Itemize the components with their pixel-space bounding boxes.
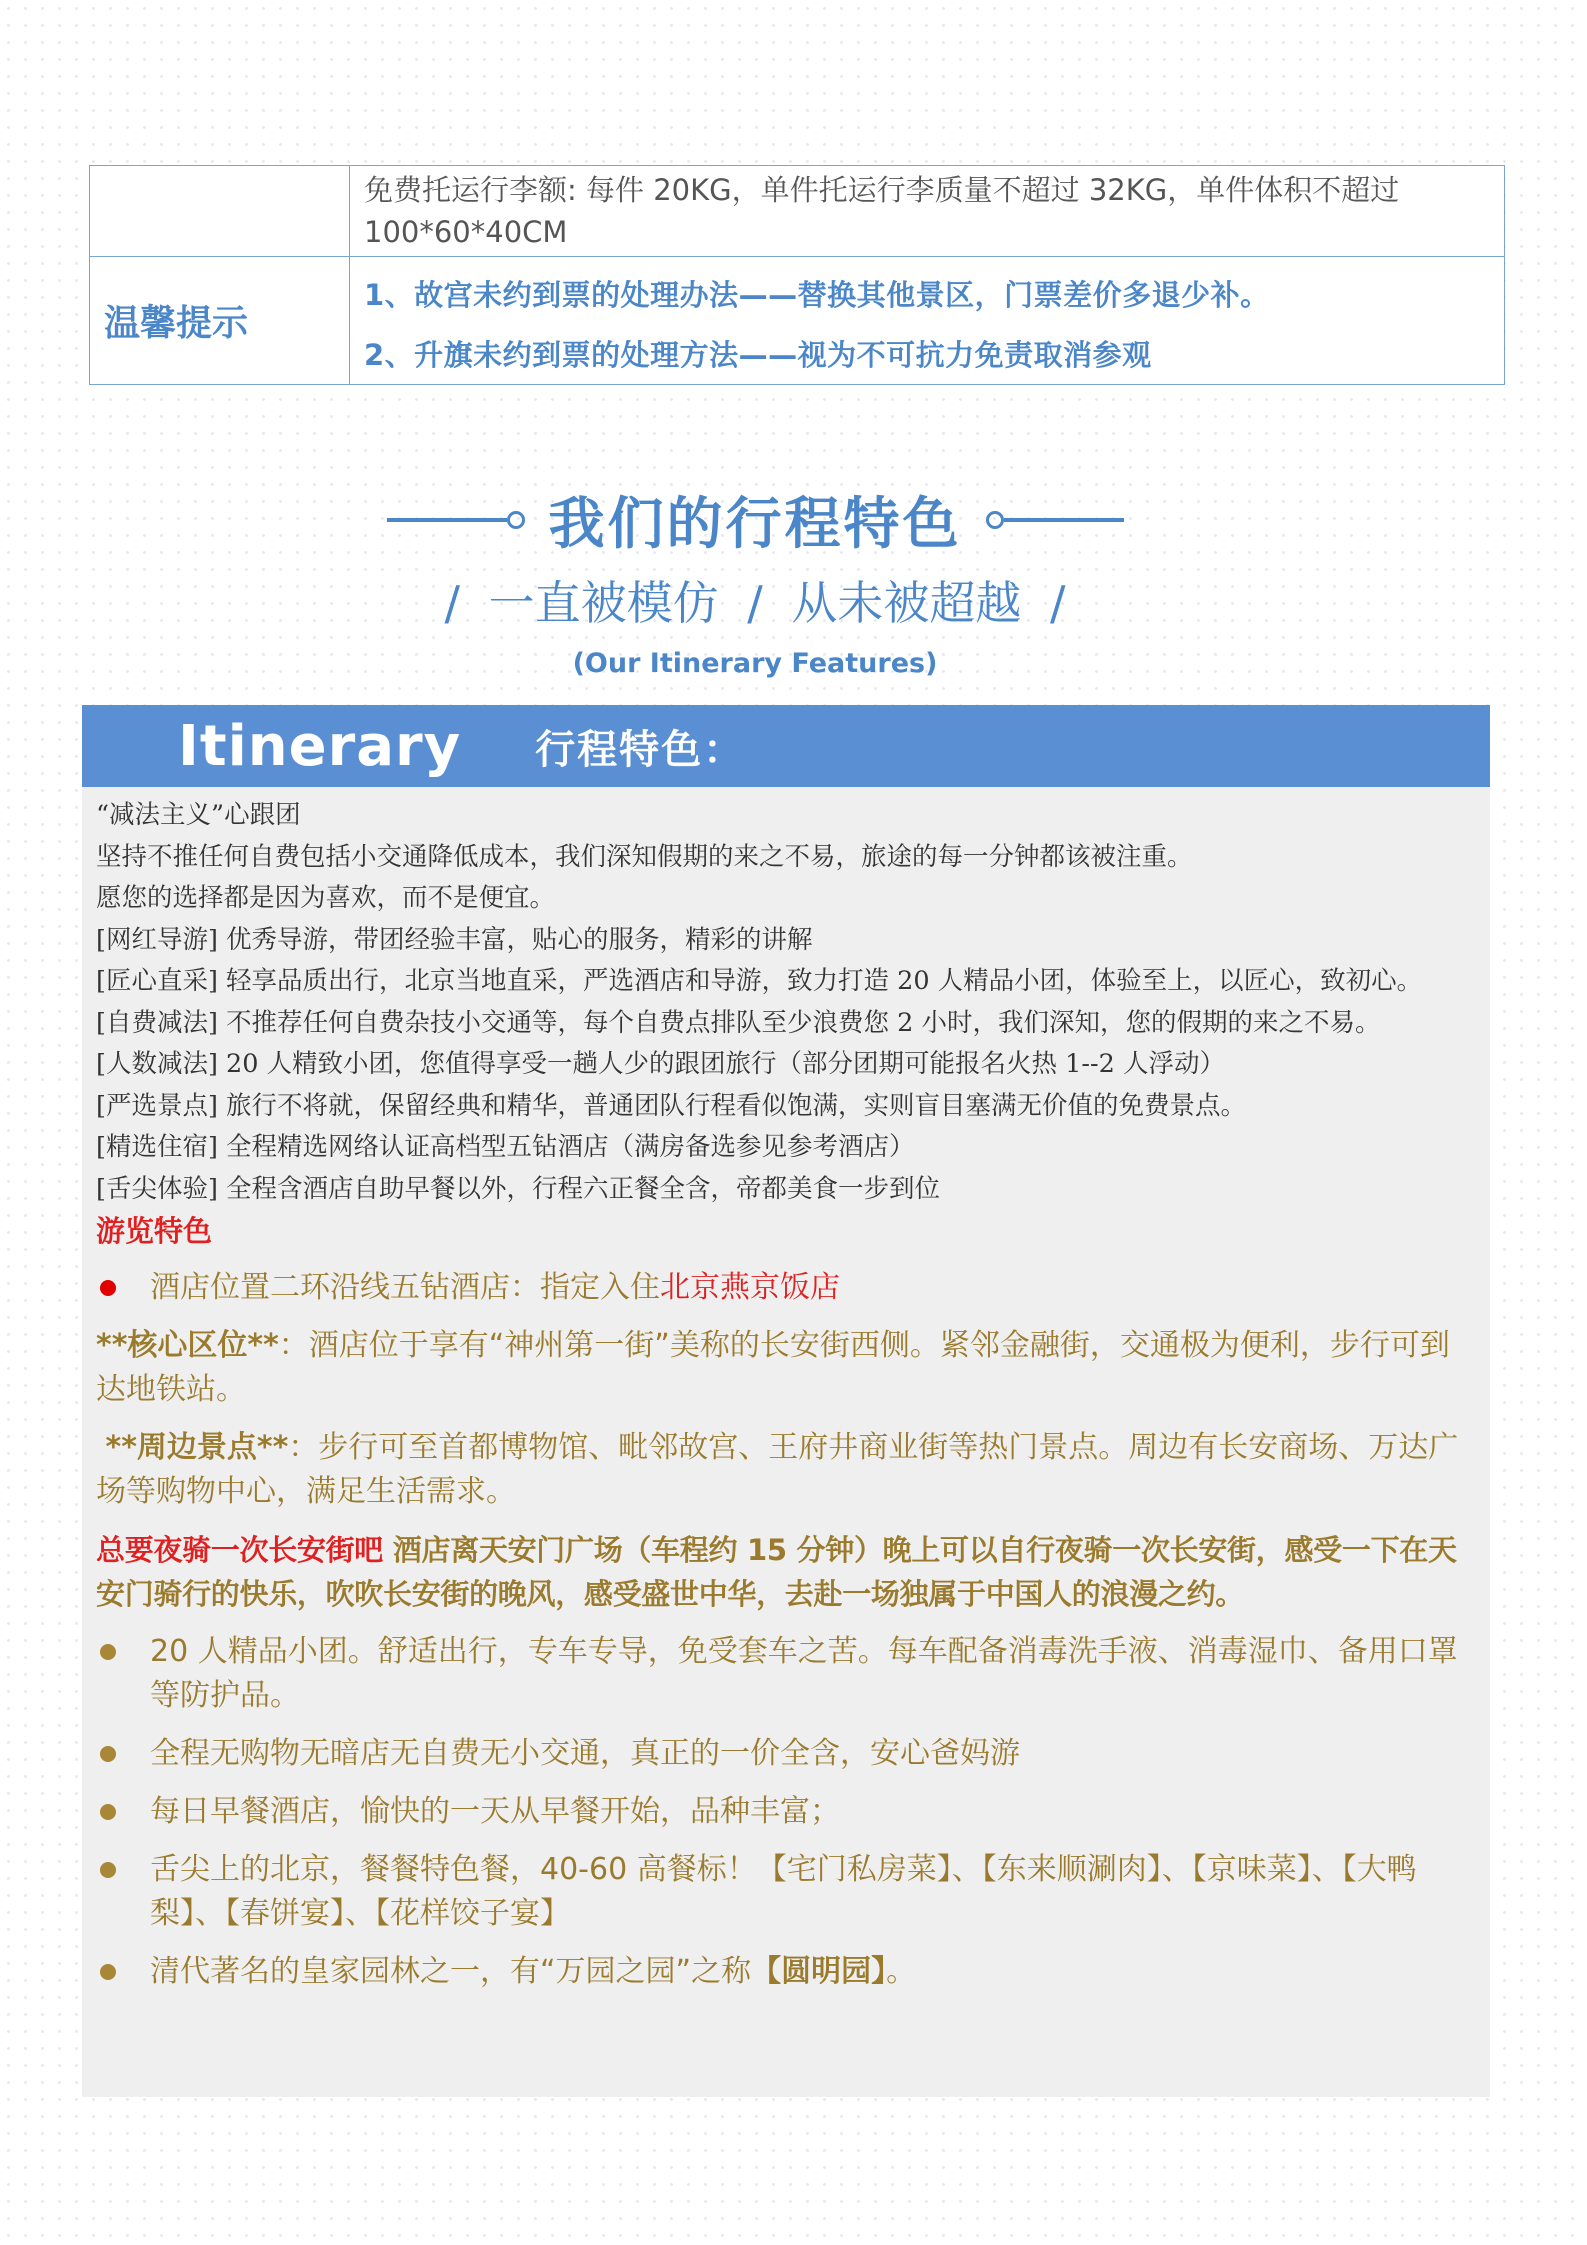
feature-line: [自费减法] 不推荐任何自费杂技小交通等，每个自费点排队至少浪费您 2 小时，我们深知，您的假期的来之不易。 xyxy=(96,1007,1381,1038)
bullet-dot-icon xyxy=(100,1746,116,1762)
section-heading xyxy=(0,480,1510,560)
tips-content xyxy=(350,257,1504,384)
tips-label: 温馨提示 xyxy=(90,257,350,384)
night-ride-para: 总要夜骑一次长安街吧 酒店离天安门广场（车程约 15 分钟）晚上可以自行夜骑一次长安街，感受一下在天安门骑行的快乐，吹吹长安街的晚风，感受盛世中华，去赴一场独属于中国人的浪漫之约。 xyxy=(96,1533,1457,1611)
bullet-dot-icon xyxy=(100,1964,116,1980)
heading-decoration-left xyxy=(387,511,525,529)
luggage-row xyxy=(90,166,1504,256)
luggage-label xyxy=(90,166,350,256)
section-subtitle-en: (Our Itinerary Features) xyxy=(572,648,938,679)
hotel-text: 酒店位置二环沿线五钻酒店：指定入住北京燕京饭店 xyxy=(150,1270,840,1305)
section-title: 我们的行程特色 xyxy=(548,492,962,557)
surroundings-para: **周边景点**：步行可至首都博物馆、毗邻故宫、王府井商业街等热门景点。周边有长安商场、万达广场等购物中心，满足生活需求。 xyxy=(96,1430,1459,1509)
hotel-bullet xyxy=(96,1266,1478,1310)
feature-line: 坚持不推任何自费包括小交通降低成本，我们深知假期的来之不易，旅途的每一分钟都该被注重。 xyxy=(96,841,1193,872)
heading-decoration-right xyxy=(986,511,1124,529)
list-item: 舌尖上的北京，餐餐特色餐，40-60 高餐标！【宅门私房菜】、【东来顺涮肉】、【京味菜】、【大鸭梨】、【春饼宴】、【花样饺子宴】 xyxy=(96,1848,1478,1936)
tips-row xyxy=(90,256,1504,384)
features-list xyxy=(82,787,1490,1994)
feature-line: [网红导游] 优秀导游，带团经验丰富，贴心的服务，精彩的讲解 xyxy=(96,924,813,955)
info-table xyxy=(89,165,1505,385)
feature-line: [人数减法] 20 人精致小团，您值得享受一趟人少的跟团旅行（部分团期可能报名火热 1--2 人浮动） xyxy=(96,1049,1225,1079)
bullet-dot-icon xyxy=(100,1280,116,1296)
list-item: 全程无购物无暗店无自费无小交通，真正的一价全含，安心爸妈游 xyxy=(96,1732,1478,1776)
list-item: 清代著名的皇家园林之一，有“万园之园”之称【圆明园】。 xyxy=(96,1950,1478,1994)
itinerary-panel xyxy=(82,705,1490,2097)
luggage-text: 免费托运行李额: 每件 20KG，单件托运行李质量不超过 32KG，单件体积不超过 100*60*40CM xyxy=(364,173,1400,249)
bullet-dot-icon xyxy=(100,1644,116,1660)
feature-line: “减法主义”心跟团 xyxy=(96,800,301,830)
hotel-name: 北京燕京饭店 xyxy=(660,1270,840,1305)
night-ride-title: 总要夜骑一次长安街吧 xyxy=(96,1533,384,1567)
surroundings-label: **周边景点** xyxy=(105,1430,289,1465)
core-location-para: **核心区位**：酒店位于享有“神州第一街”美称的长安街西侧。紧邻金融街，交通极为便利，步行可到达地铁站。 xyxy=(96,1328,1450,1407)
feature-line: [舌尖体验] 全程含酒店自助早餐以外，行程六正餐全含，帝都美食一步到位 xyxy=(96,1173,941,1204)
panel-header xyxy=(82,705,1490,787)
tip-line-2: 2、升旗未约到票的处理方法——视为不可抗力免责取消参观 xyxy=(364,338,1152,372)
list-item: 每日早餐酒店，愉快的一天从早餐开始，品种丰富； xyxy=(96,1790,1478,1834)
core-location-label: **核心区位** xyxy=(96,1328,279,1363)
yuanmingyuan-label: 【圆明园】 xyxy=(751,1954,887,1989)
panel-header-en: Itinerary xyxy=(178,713,462,779)
feature-line: [精选住宿] 全程精选网络认证高档型五钻酒店（满房备选参见参考酒店） xyxy=(96,1132,915,1162)
tour-features-title: 游览特色 xyxy=(96,1214,213,1248)
tip-line-1: 1、故宫未约到票的处理办法——替换其他景区，门票差价多退少补。 xyxy=(364,278,1270,312)
feature-line: [严选景点] 旅行不将就，保留经典和精华，普通团队行程看似饱满，实则盲目塞满无价值的免费景点。 xyxy=(96,1090,1247,1121)
bullet-dot-icon xyxy=(100,1804,116,1820)
list-item: 20 人精品小团。舒适出行，专车专导，免受套车之苦。每车配备消毒洗手液、消毒湿巾、备用口罩等防护品。 xyxy=(96,1630,1478,1718)
panel-header-cn: 行程特色： xyxy=(535,726,746,773)
bullet-dot-icon xyxy=(100,1862,116,1878)
feature-line: [匠心直采] 轻享品质出行，北京当地直采，严选酒店和导游，致力打造 20 人精品小团，体验至上，以匠心，致初心。 xyxy=(96,966,1423,996)
section-subtitle: / 一直被模仿 / 从未被超越 / xyxy=(444,576,1066,630)
feature-line: 愿您的选择都是因为喜欢，而不是便宜。 xyxy=(96,883,556,913)
